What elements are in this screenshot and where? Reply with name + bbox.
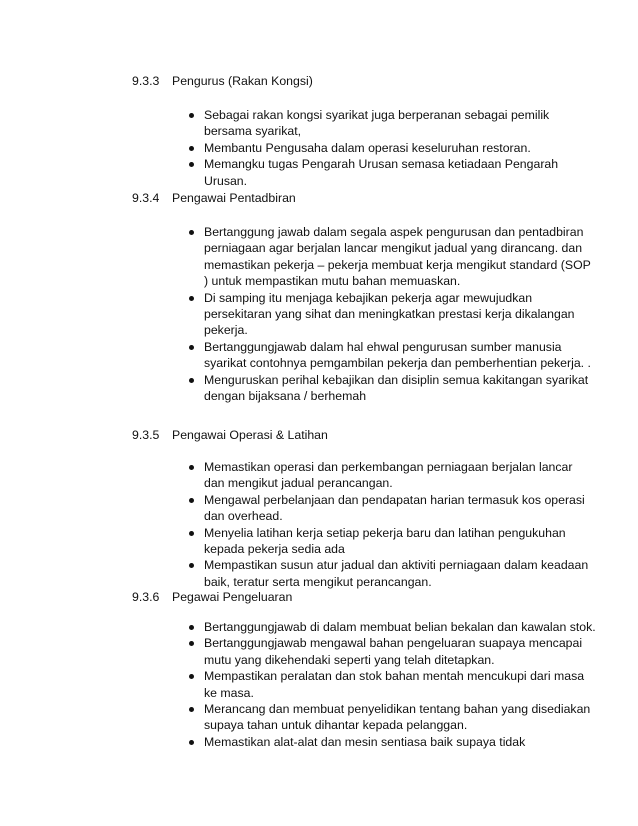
list-item [132, 557, 602, 590]
list-item [132, 492, 602, 525]
section-title: Pengawai Pentadbiran [172, 191, 296, 205]
list-item [132, 339, 602, 372]
list-item [132, 525, 602, 558]
section-heading [132, 73, 602, 89]
list-item-text: Memastikan operasi dan perkembangan perniagaan berjalan lancar dan mengikut jadual perancangan. [204, 460, 573, 491]
bullet-icon [189, 162, 194, 167]
bullet-list [132, 107, 602, 189]
section-title: Pengurus (Rakan Kongsi) [172, 74, 313, 88]
list-item [132, 140, 602, 156]
section-title: Pengawai Operasi & Latihan [172, 428, 328, 442]
list-item-text: Mempastikan peralatan dan stok bahan mentah mencukupi dari masa ke masa. [204, 669, 585, 700]
list-item-text: Menyelia latihan kerja setiap pekerja baru dan latihan pengukuhan kepada pekerja sedia ada [204, 525, 566, 557]
list-item [132, 701, 602, 734]
list-item-text: Merancang dan membuat penyelidikan tentang bahan yang disediakan supaya tahan untuk dihantar kepada pelanggan. [204, 702, 591, 733]
list-item [132, 224, 602, 290]
list-item-text: Sebagai rakan kongsi syarikat juga berperanan sebagai pemilik bersama syarikat, [204, 108, 550, 139]
bullet-list [132, 224, 602, 404]
bullet-icon [189, 113, 194, 118]
bullet-icon [189, 345, 194, 350]
list-item [132, 635, 602, 668]
section-9-3-5 [132, 427, 602, 589]
section-9-3-4 [132, 190, 602, 404]
section-number: 9.3.3 [132, 74, 160, 88]
bullet-icon [189, 563, 194, 568]
list-item-text: Bertanggung jawab dalam segala aspek pengurusan dan pentadbiran perniagaan agar berjalan lancar mengikut jadual yang dirancang. dan memastikan pekerja – pekerja membuat kerja mengikut standard (SOP ) untuk mempastikan mutu bahan memuaskan. [204, 225, 591, 289]
bullet-icon [189, 625, 194, 630]
section-number: 9.3.6 [132, 590, 160, 604]
list-item [132, 668, 602, 701]
bullet-list [132, 619, 602, 750]
list-item-text: Memastikan alat-alat dan mesin sentiasa baik supaya tidak [204, 734, 526, 749]
list-item-text: Di samping itu menjaga kebajikan pekerja agar mewujudkan persekitaran yang sihat dan meningkatkan prestasi kerja dikalangan pekerja. [204, 290, 575, 338]
bullet-icon [189, 378, 194, 383]
bullet-icon [189, 531, 194, 536]
list-item [132, 372, 602, 405]
section-9-3-3 [132, 73, 602, 188]
list-item-text: Mempastikan susun atur jadual dan aktiviti perniagaan dalam keadaan baik, teratur serta mengikut perancangan. [204, 558, 589, 589]
list-item-text: Menguruskan perihal kebajikan dan disiplin semua kakitangan syarikat dengan bijaksana / berhemah [204, 372, 589, 404]
list-item-text: Bertanggungjawab di dalam membuat belian bekalan dan kawalan stok. [204, 620, 596, 634]
list-item-text: Bertanggungjawab dalam hal ehwal pengurusan sumber manusia syarikat contohnya pemgambilan pekerja dan pemberhentian pekerja. . [204, 339, 591, 371]
list-item [132, 459, 602, 492]
bullet-icon [189, 146, 194, 151]
bullet-icon [189, 707, 194, 712]
bullet-icon [189, 230, 194, 235]
bullet-list [132, 459, 602, 590]
list-item [132, 619, 602, 635]
section-heading [132, 190, 602, 206]
list-item [132, 734, 602, 750]
bullet-icon [189, 498, 194, 503]
section-heading [132, 427, 602, 443]
list-item-text: Membantu Pengusaha dalam operasi keseluruhan restoran. [204, 140, 531, 155]
list-item-text: Mengawal perbelanjaan dan pendapatan harian termasuk kos operasi dan overhead. [204, 492, 585, 524]
bullet-icon [189, 296, 194, 301]
section-heading [132, 589, 602, 605]
bullet-icon [189, 740, 194, 745]
bullet-icon [189, 465, 194, 470]
list-item-text: Bertanggungjawab mengawal bahan pengeluaran suapaya mencapai mutu yang dikehendaki seperti yang telah ditetapkan. [204, 636, 583, 667]
bullet-icon [189, 641, 194, 646]
list-item [132, 156, 602, 189]
section-number: 9.3.4 [132, 191, 160, 205]
list-item [132, 107, 602, 140]
list-item-text: Memangku tugas Pengarah Urusan semasa ketiadaan Pengarah Urusan. [204, 157, 559, 188]
section-number: 9.3.5 [132, 428, 160, 442]
section-title: Pegawai Pengeluaran [172, 590, 293, 604]
bullet-icon [189, 674, 194, 679]
section-9-3-6 [132, 589, 602, 749]
list-item [132, 290, 602, 339]
